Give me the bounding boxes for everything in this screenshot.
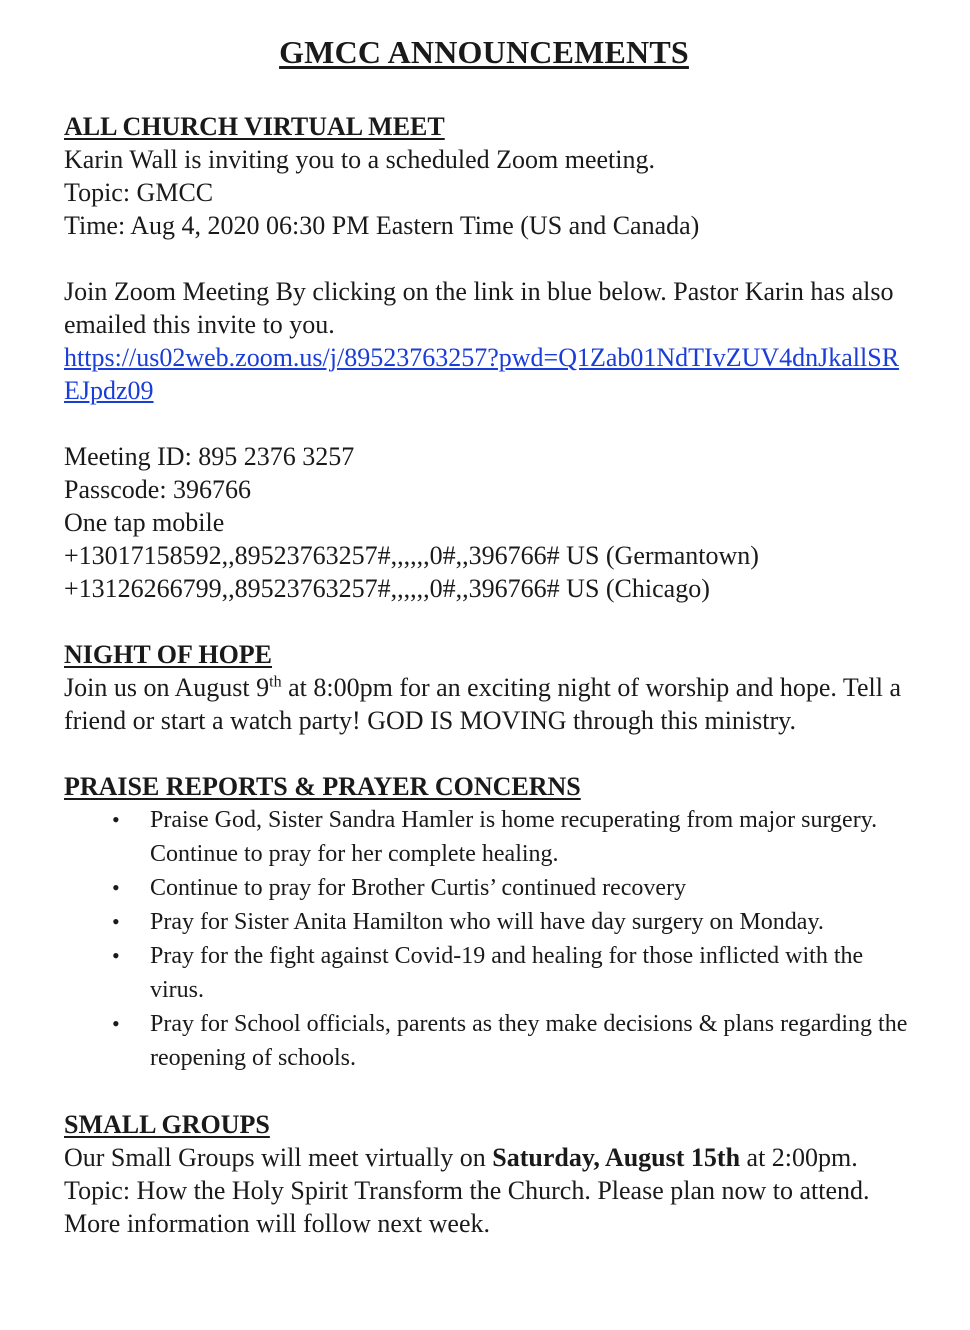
bullet-icon: • xyxy=(112,909,120,934)
bullet-icon: • xyxy=(112,875,120,900)
join-instructions: Join Zoom Meeting By clicking on the link in blue below. Pastor Karin has also emailed this invite to you. xyxy=(64,277,894,339)
small-groups-section xyxy=(64,1108,914,1240)
topic-text: Topic: GMCC xyxy=(64,178,214,207)
time-text: Time: Aug 4, 2020 06:30 PM Eastern Time (US and Canada) xyxy=(64,211,700,240)
night-of-hope-text: Join us on August 9th at 8:00pm for an exciting night of worship and hope. Tell a friend or start a watch party! GOD IS MOVING through this ministry. xyxy=(64,673,902,735)
virtual-meet-heading: ALL CHURCH VIRTUAL MEET xyxy=(64,112,445,141)
bullet-icon: • xyxy=(112,1011,120,1036)
one-tap-label: One tap mobile xyxy=(64,508,225,537)
meeting-id-text: Meeting ID: 895 2376 3257 xyxy=(64,442,355,471)
invite-text: Karin Wall is inviting you to a scheduled Zoom meeting. xyxy=(64,145,655,174)
night-of-hope-heading: NIGHT OF HOPE xyxy=(64,640,273,669)
list-item: • Pray for School officials, parents as they make decisions & plans regarding the reopening of schools. xyxy=(64,1007,914,1075)
list-item: • Pray for the fight against Covid-19 and healing for those inflicted with the virus. xyxy=(64,939,914,1007)
zoom-meeting-link[interactable]: https://us02web.zoom.us/j/89523763257?pwd=Q1Zab01NdTIvZUV4dnJkallSREJpdz09 xyxy=(64,343,900,405)
phone-chicago: +13126266799,,89523763257#,,,,,,0#,,396766# US (Chicago) xyxy=(64,574,710,603)
list-item: • Pray for Sister Anita Hamilton who will have day surgery on Monday. xyxy=(64,905,914,939)
passcode-text: Passcode: 396766 xyxy=(64,475,252,504)
small-groups-text: Our Small Groups will meet virtually on Saturday, August 15th at 2:00pm. Topic: How the Holy Spirit Transform the Church. Please plan now to attend. More information will follow next week. xyxy=(64,1143,870,1238)
praise-reports-heading: PRAISE REPORTS & PRAYER CONCERNS xyxy=(64,772,581,801)
small-groups-heading: SMALL GROUPS xyxy=(64,1110,270,1139)
announcement-page xyxy=(64,30,914,1240)
phone-germantown: +13017158592,,89523763257#,,,,,,0#,,396766# US (Germantown) xyxy=(64,541,759,570)
document-title: GMCC ANNOUNCEMENTS xyxy=(279,34,689,70)
list-item: • Continue to pray for Brother Curtis’ continued recovery xyxy=(64,871,914,905)
list-item: • Praise God, Sister Sandra Hamler is home recuperating from major surgery. Continue to pray for her complete healing. xyxy=(64,803,914,871)
virtual-meet-section xyxy=(64,110,914,605)
night-of-hope-section xyxy=(64,638,914,737)
bullet-icon: • xyxy=(112,943,120,968)
bullet-icon: • xyxy=(112,807,120,832)
praise-reports-section xyxy=(64,770,914,1075)
prayer-list xyxy=(64,803,914,1075)
